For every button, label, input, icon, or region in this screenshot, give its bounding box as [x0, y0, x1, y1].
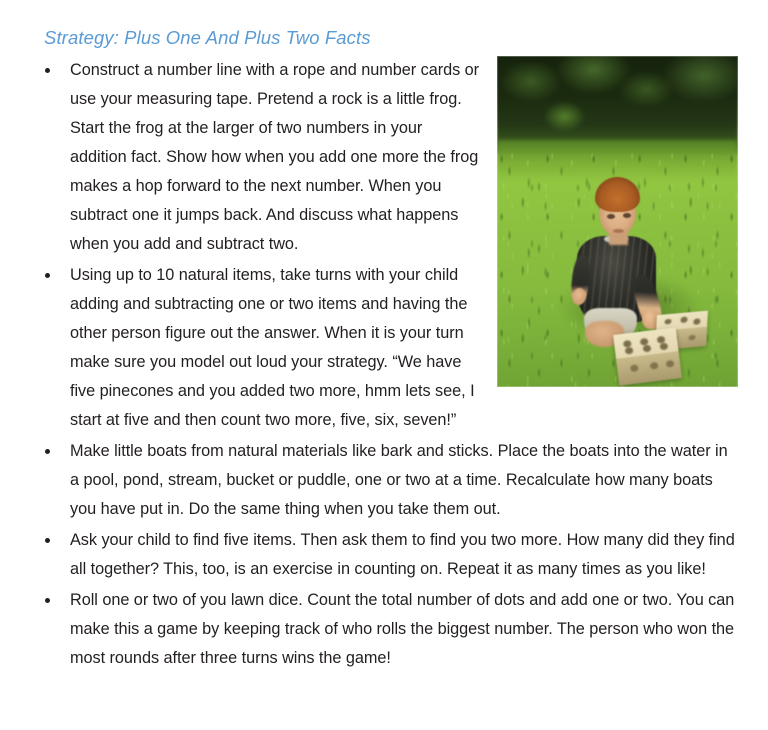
list-item	[30, 261, 738, 435]
bullet-dot-icon	[45, 273, 50, 278]
bullet-text: Ask your child to find five items. Then ask them to find you two more. How many did they find all together? This, too, is an exercise in counting on. Repeat it as many times as you like!	[70, 531, 735, 578]
list-item	[30, 56, 738, 259]
strategy-bullet-list	[30, 56, 738, 673]
bullet-dot-icon	[45, 68, 50, 73]
list-item	[30, 437, 738, 524]
bullet-text: Using up to 10 natural items, take turns with your child adding and subtracting one or two items and having the other person figure out the answer. When it is your turn make sure you model out loud your strategy. “We have five pinecones and you added two more, hmm lets see, I start at five and then count two more, five, six, seven!”	[70, 266, 475, 429]
bullet-dot-icon	[45, 598, 50, 603]
list-item	[30, 526, 738, 584]
list-item	[30, 586, 738, 673]
bullet-text: Construct a number line with a rope and number cards or use your measuring tape. Pretend a rock is a little frog. Start the frog at the larger of two numbers in your addition fact. Show how when you add one more the frog makes a hop forward to the next number. When you subtract one it jumps back. And discuss what happens when you add and subtract two.	[70, 61, 480, 253]
bullet-dot-icon	[45, 538, 50, 543]
page-title: Strategy: Plus One And Plus Two Facts	[44, 27, 371, 48]
bullet-text: Roll one or two of you lawn dice. Count the total number of dots and add one or two. You can make this a game by keeping track of who rolls the biggest number. The person who won the most rounds after three turns wins the game!	[70, 591, 735, 667]
bullet-text: Make little boats from natural materials like bark and sticks. Place the boats into the water in a pool, pond, stream, bucket or puddle, one or two at a time. Recalculate how many boats you have put in. Do the same thing when you take them out.	[70, 442, 728, 518]
bullet-dot-icon	[45, 449, 50, 454]
